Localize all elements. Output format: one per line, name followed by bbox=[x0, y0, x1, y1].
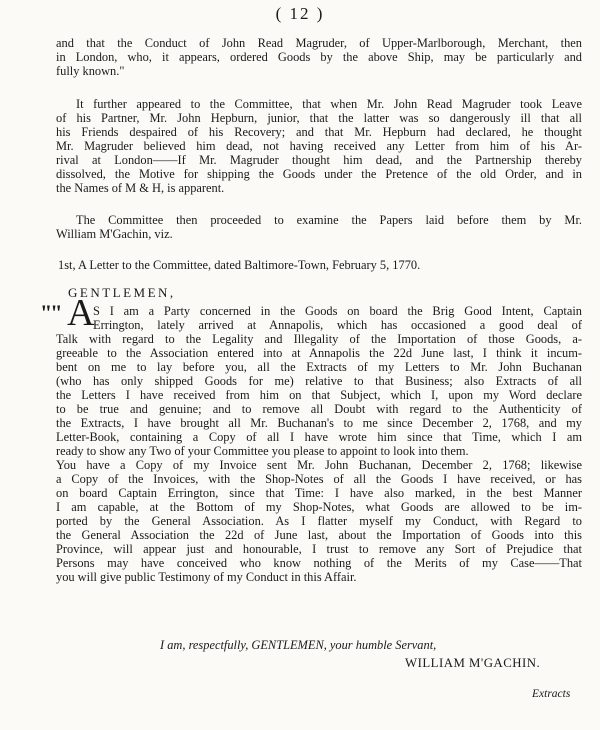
letter-line: S I am a Party concerned in the Goods on board the Brig Good Intent, Captain bbox=[93, 304, 582, 318]
letter-line: ported by the General Association. As I flatter myself my Conduct, with Regard to bbox=[56, 514, 582, 528]
letter-line: Persons may have conceived who know nothing of the Merits of my Case——That bbox=[56, 556, 582, 570]
drop-cap: A bbox=[67, 292, 95, 334]
letter-line: the Extracts, I have brought all Mr. Buchanan's to me since December 2, 1768, and my bbox=[56, 416, 582, 430]
letter-line: Letter-Book, containing a Copy of all I have wrote him since that Time, which I am bbox=[56, 430, 582, 444]
text-line: fully known." bbox=[56, 64, 125, 78]
catchword: Extracts bbox=[532, 688, 571, 700]
letter-line: bent on me to lay before you, all the Extracts of my Letters to Mr. John Buchanan bbox=[56, 360, 582, 374]
letter-line: you will give public Testimony of my Conduct in this Affair. bbox=[56, 570, 357, 584]
closing-line: I am, respectfully, GENTLEMEN, your humble Servant, bbox=[160, 638, 437, 652]
text-line: dissolved, the Motive for shipping the Goods under the Pretence of the old Order, and in bbox=[56, 167, 582, 181]
letter-line: a Copy of the Invoices, with the Shop-Notes of all the Goods I have received, or has bbox=[56, 472, 582, 486]
quote-mark: "" bbox=[40, 300, 61, 325]
text-line: of his Partner, Mr. John Hepburn, junior, that the latter was so dangerously ill that all bbox=[56, 111, 582, 125]
letter-line: Talk with regard to the Legality and Illegality of the Importation of those Goods, a- bbox=[56, 332, 582, 346]
text-line: It further appeared to the Committee, that when Mr. John Read Magruder took Leave bbox=[76, 97, 582, 111]
text-line: in London, who, it appears, ordered Goods by the above Ship, may be particularly and bbox=[56, 50, 582, 64]
letter-line: I am capable, at the Bottom of my Shop-Notes, what Goods are allowed to be im- bbox=[56, 500, 582, 514]
letter-line: the Letters I have received from him on that Subject, which I, upon my Word declare bbox=[56, 388, 582, 402]
letter-line: greeable to the Association entered into at Annapolis the 22d June last, I think it incum- bbox=[56, 346, 582, 360]
text-line: The Committee then proceeded to examine the Papers laid before them by Mr. bbox=[76, 213, 582, 227]
letter-line: You have a Copy of my Invoice sent Mr. John Buchanan, December 2, 1768; likewise bbox=[56, 458, 582, 472]
letter-line: on board Captain Errington, since that Time: I have also marked, in the best Manner bbox=[56, 486, 582, 500]
letter-line: (who has only shipped Goods for me) relative to that Business; also Extracts of all bbox=[56, 374, 582, 388]
text-line: the Names of M & H, is apparent. bbox=[56, 181, 225, 195]
text-line: rival at London——If Mr. Magruder thought him dead, and the Partnership thereby bbox=[56, 153, 582, 167]
greeting: GENTLEMEN, bbox=[68, 285, 176, 300]
text-line: William M'Gachin, viz. bbox=[56, 227, 173, 241]
text-line: and that the Conduct of John Read Magruder, of Upper-Marlborough, Merchant, then bbox=[56, 36, 582, 50]
text-line: his Friends despaired of his Recovery; and that Mr. Hepburn had declared, he thought bbox=[56, 125, 582, 139]
letter-line: Errington, lately arrived at Annapolis, which has occasioned a good deal of bbox=[93, 318, 582, 332]
text-line: 1st, A Letter to the Committee, dated Baltimore-Town, February 5, 1770. bbox=[58, 258, 421, 272]
letter-line: Province, will appear just and honourable, I trust to remove any Sort of Prejudice that bbox=[56, 542, 582, 556]
signature: WILLIAM M'GACHIN. bbox=[405, 656, 541, 670]
letter-line: to be true and genuine; and to remove all Doubt with regard to the Authenticity of bbox=[56, 402, 582, 416]
letter-line: ready to show any Two of your Committee you please to appoint to look into them. bbox=[56, 444, 469, 458]
text-line: Mr. Magruder believed him dead, not having received any Letter from him of his Ar- bbox=[56, 139, 582, 153]
page-number: ( 12 ) bbox=[275, 4, 325, 23]
letter-line: the General Association the 22d of June last, about the Importation of Goods into this bbox=[56, 528, 582, 542]
